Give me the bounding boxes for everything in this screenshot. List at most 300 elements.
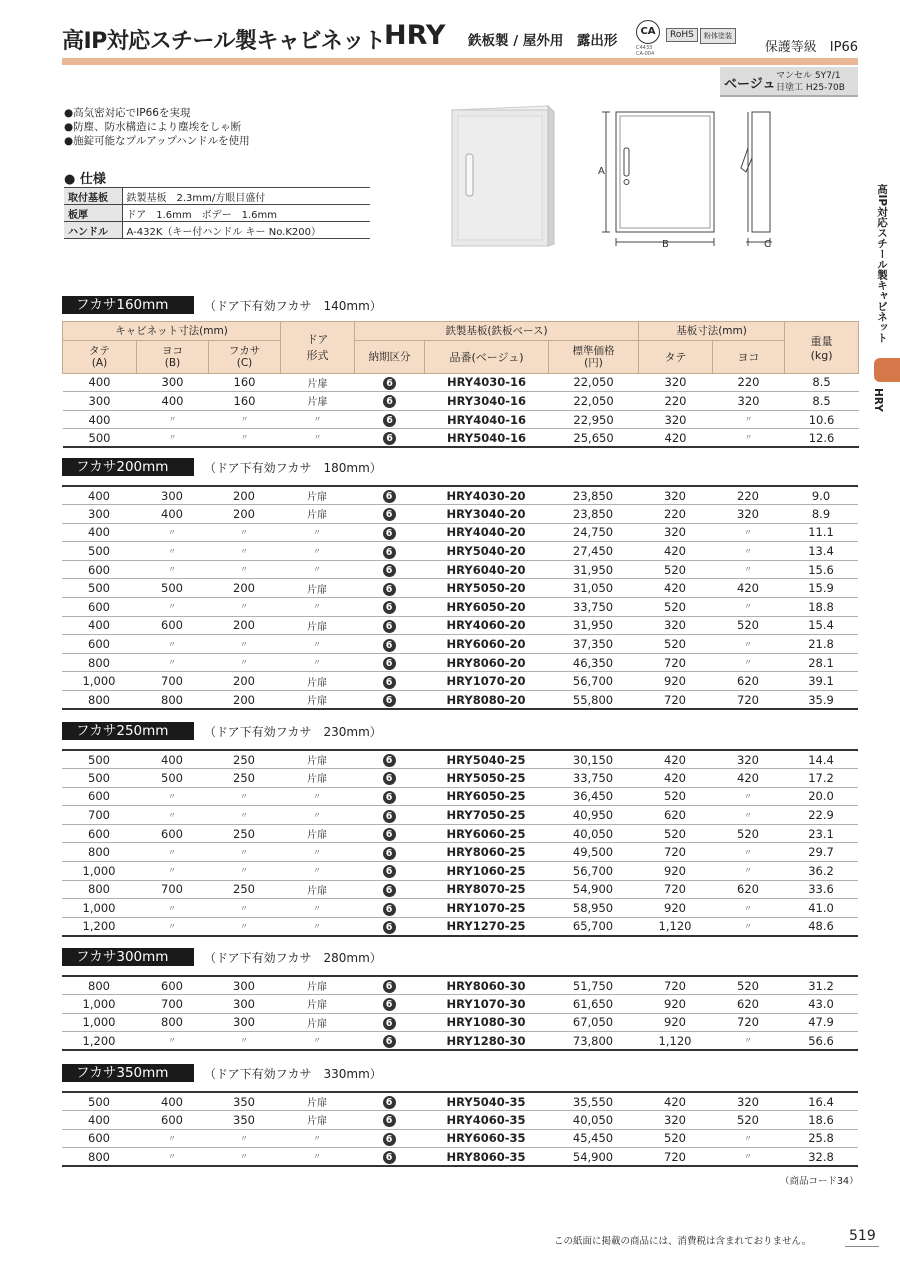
cell-price: 40,050 [548,1111,638,1130]
cell-door-type: 〃 [281,410,355,429]
cell-weight: 41.0 [784,899,858,918]
product-table [62,975,858,1051]
product-table [62,1091,858,1167]
cell-door-type: 〃 [280,917,354,936]
dim-label-c: C [764,239,771,250]
cell-plate-yoko: 〃 [712,523,784,542]
cell-fukasa: 200 [208,691,280,710]
cell-price: 31,950 [548,616,638,635]
cell-yoko: 700 [136,672,208,691]
cell-plate-tate: 720 [638,653,712,672]
cell-plate-tate: 320 [638,486,712,505]
cell-plate-tate: 420 [638,1092,712,1111]
delivery-class-icon: 6 [383,847,396,860]
cell-part-number: HRY4060-35 [424,1111,548,1130]
cell-plate-yoko: 〃 [712,806,784,825]
cell-plate-yoko: 620 [712,995,784,1014]
cell-door-type: 〃 [280,899,354,918]
cell-plate-tate: 720 [638,691,712,710]
cell-tate: 500 [62,542,136,561]
cell-yoko: 〃 [136,653,208,672]
cell-delivery [354,560,424,579]
cell-plate-tate: 320 [638,1111,712,1130]
page-title: 高IP対応スチール製キャビネット [62,29,386,54]
cell-price: 51,750 [548,976,638,995]
cell-yoko: 〃 [136,806,208,825]
cell-tate: 800 [62,653,136,672]
cell-fukasa: 〃 [208,560,280,579]
cell-fukasa: 〃 [208,635,280,654]
cell-delivery [354,598,424,617]
cell-yoko: 700 [136,880,208,899]
cell-door-type: 片扉 [280,995,354,1014]
cell-price: 73,800 [548,1032,638,1051]
table-row [62,523,858,542]
cell-door-type: 片扉 [280,505,354,524]
section-note: （ドア下有効フカサ 280mm） [204,951,382,965]
delivery-class-icon: 6 [383,564,396,577]
cell-delivery [355,429,425,448]
cell-plate-yoko: 720 [712,1013,784,1032]
cell-price: 24,750 [548,523,638,542]
cell-tate: 1,000 [62,862,136,881]
table-row [63,429,859,448]
cell-weight: 15.9 [784,579,858,598]
dim-label-a: A [598,166,605,177]
cell-part-number: HRY5040-25 [424,750,548,769]
spec-row: ハンドル A-432K（キー付ハンドル キー No.K200） [64,222,370,239]
cell-part-number: HRY7050-25 [424,806,548,825]
cell-plate-yoko: 520 [712,976,784,995]
page-subtitle: 鉄板製 / 屋外用 露出形 [468,33,618,49]
cell-fukasa: 〃 [208,806,280,825]
table-row [62,769,858,788]
delivery-class-icon: 6 [383,865,396,878]
cell-price: 27,450 [548,542,638,561]
cell-delivery [354,579,424,598]
cell-plate-tate: 420 [639,429,713,448]
cell-fukasa: 350 [208,1111,280,1130]
cell-yoko: 〃 [136,843,208,862]
cell-part-number: HRY8060-30 [424,976,548,995]
cell-yoko: 400 [136,750,208,769]
cell-door-type: 〃 [280,1148,354,1167]
side-tab-title: 高IP対応スチール製キャビネット [876,184,888,343]
cell-plate-tate: 420 [638,750,712,769]
cell-delivery [354,542,424,561]
cell-door-type: 〃 [280,653,354,672]
cell-plate-yoko: 520 [712,1111,784,1130]
cell-yoko: 〃 [137,410,209,429]
cell-part-number: HRY1060-25 [424,862,548,881]
delivery-class-icon: 6 [383,601,396,614]
cell-plate-yoko: 420 [712,769,784,788]
cell-yoko: 〃 [136,1129,208,1148]
cell-delivery [354,1129,424,1148]
cell-tate: 500 [62,579,136,598]
cell-fukasa: 〃 [208,598,280,617]
cell-yoko: 400 [136,1092,208,1111]
cell-weight: 9.0 [784,486,858,505]
cell-delivery [354,976,424,995]
cell-weight: 11.1 [784,523,858,542]
cell-delivery [354,862,424,881]
cell-fukasa: 〃 [208,917,280,936]
cell-weight: 15.6 [784,560,858,579]
cell-delivery [354,505,424,524]
cell-plate-yoko: 320 [712,750,784,769]
feature-item: ●施錠可能なプルアップハンドルを使用 [64,135,250,147]
cell-plate-yoko: 320 [713,392,785,411]
cell-plate-tate: 920 [638,1013,712,1032]
cell-weight: 43.0 [784,995,858,1014]
cell-delivery [354,635,424,654]
table-row [62,1111,858,1130]
page-header [62,20,858,58]
table-row [62,976,858,995]
color-spec-box [720,67,858,97]
cell-plate-yoko: 320 [712,505,784,524]
cell-part-number: HRY1080-30 [424,1013,548,1032]
cell-weight: 23.1 [784,824,858,843]
section-note: （ドア下有効フカサ 140mm） [204,299,382,313]
cell-plate-tate: 620 [638,806,712,825]
cell-delivery [354,523,424,542]
cell-part-number: HRY5040-16 [425,429,549,448]
cell-part-number: HRY6060-20 [424,635,548,654]
cell-fukasa: 200 [208,505,280,524]
cell-plate-tate: 220 [639,392,713,411]
cell-yoko: 500 [136,769,208,788]
cell-fukasa: 〃 [208,862,280,881]
cell-plate-tate: 720 [638,843,712,862]
cell-plate-tate: 920 [638,899,712,918]
cell-yoko: 〃 [136,560,208,579]
cell-part-number: HRY1280-30 [424,1032,548,1051]
spec-row: 板厚 ドア 1.6mm ボデー 1.6mm [64,205,370,222]
cell-weight: 39.1 [784,672,858,691]
cell-weight: 8.5 [785,373,859,392]
cell-part-number: HRY4030-20 [424,486,548,505]
cell-plate-yoko: 520 [712,824,784,843]
cell-delivery [355,373,425,392]
cell-yoko: 400 [136,505,208,524]
delivery-class-icon: 6 [383,694,396,707]
cell-door-type: 〃 [280,862,354,881]
cell-delivery [354,486,424,505]
cell-yoko: 500 [136,579,208,598]
cell-door-type: 〃 [280,787,354,806]
cell-price: 30,150 [548,750,638,769]
cell-plate-yoko: 620 [712,880,784,899]
cell-price: 67,050 [548,1013,638,1032]
cell-door-type: 〃 [280,635,354,654]
cell-door-type: 片扉 [280,579,354,598]
cell-delivery [354,1111,424,1130]
table-row [63,373,859,392]
cell-delivery [354,672,424,691]
cell-delivery [355,410,425,429]
cell-part-number: HRY8060-20 [424,653,548,672]
cell-delivery [354,653,424,672]
cell-tate: 500 [62,769,136,788]
table-row [62,635,858,654]
cell-plate-tate: 520 [638,560,712,579]
section-label: フカサ200mm [62,458,194,476]
cell-fukasa: 〃 [208,542,280,561]
cell-plate-yoko: 〃 [712,862,784,881]
cell-delivery [354,843,424,862]
cell-yoko: 〃 [136,635,208,654]
side-tab-model: HRY [872,388,884,412]
table-row [62,750,858,769]
cell-weight: 28.1 [784,653,858,672]
cell-price: 31,950 [548,560,638,579]
cell-plate-tate: 920 [638,995,712,1014]
feature-list [64,106,250,148]
cell-part-number: HRY6050-25 [424,787,548,806]
cell-weight: 25.8 [784,1129,858,1148]
cell-fukasa: 350 [208,1092,280,1111]
cell-part-number: HRY1270-25 [424,917,548,936]
cell-plate-tate: 520 [638,1129,712,1148]
cell-tate: 600 [62,1129,136,1148]
cell-plate-yoko: 420 [712,579,784,598]
cell-tate: 600 [62,787,136,806]
protection-grade: 保護等級 IP66 [764,40,858,55]
cell-tate: 1,000 [62,899,136,918]
product-code: （商品コード34） [780,1176,859,1187]
cell-fukasa: 〃 [208,523,280,542]
cell-door-type: 片扉 [280,672,354,691]
cell-plate-yoko: 〃 [713,429,785,448]
cell-weight: 36.2 [784,862,858,881]
delivery-class-icon: 6 [383,1133,396,1146]
cell-part-number: HRY4030-16 [425,373,549,392]
cell-weight: 48.6 [784,917,858,936]
header-rule [62,58,858,65]
delivery-class-icon: 6 [383,998,396,1011]
cell-weight: 31.2 [784,976,858,995]
cell-tate: 400 [62,1111,136,1130]
cell-weight: 12.6 [785,429,859,448]
cell-part-number: HRY8070-25 [424,880,548,899]
cell-price: 33,750 [548,769,638,788]
delivery-class-icon: 6 [383,1017,396,1030]
cell-yoko: 800 [136,691,208,710]
cell-tate: 1,000 [62,1013,136,1032]
cell-fukasa: 250 [208,824,280,843]
cell-delivery [354,691,424,710]
cell-plate-tate: 720 [638,880,712,899]
cell-price: 22,950 [549,410,639,429]
cell-price: 45,450 [548,1129,638,1148]
cell-tate: 700 [62,806,136,825]
cell-fukasa: 160 [209,373,281,392]
cell-weight: 20.0 [784,787,858,806]
cell-price: 36,450 [548,787,638,806]
cell-door-type: 〃 [280,598,354,617]
cell-weight: 18.8 [784,598,858,617]
cell-door-type: 片扉 [280,486,354,505]
cell-tate: 400 [63,410,137,429]
table-row [62,672,858,691]
cell-fukasa: 〃 [208,843,280,862]
cell-door-type: 〃 [280,1129,354,1148]
cell-yoko: 300 [136,486,208,505]
cell-tate: 600 [62,598,136,617]
cell-plate-yoko: 〃 [712,843,784,862]
table-row [62,560,858,579]
cell-price: 49,500 [548,843,638,862]
table-row [63,410,859,429]
cell-tate: 400 [62,616,136,635]
product-table [62,749,858,937]
cell-yoko: 〃 [136,542,208,561]
cell-weight: 14.4 [784,750,858,769]
cell-yoko: 600 [136,976,208,995]
cell-delivery [354,995,424,1014]
cell-part-number: HRY8060-25 [424,843,548,862]
cell-plate-tate: 420 [638,769,712,788]
cell-plate-tate: 920 [638,862,712,881]
section-label: フカサ300mm [62,948,194,966]
cell-price: 35,550 [548,1092,638,1111]
cell-plate-yoko: 〃 [712,635,784,654]
cell-price: 25,650 [549,429,639,448]
cell-price: 23,850 [548,505,638,524]
delivery-class-icon: 6 [383,508,396,521]
cell-tate: 300 [62,505,136,524]
cell-door-type: 〃 [280,1032,354,1051]
cell-fukasa: 200 [208,486,280,505]
cell-weight: 8.9 [784,505,858,524]
delivery-class-icon: 6 [383,527,396,540]
delivery-class-icon: 6 [383,432,396,445]
cell-part-number: HRY3040-20 [424,505,548,524]
delivery-class-icon: 6 [383,1151,396,1164]
cell-door-type: 片扉 [280,824,354,843]
delivery-class-icon: 6 [383,1096,396,1109]
table-row [62,505,858,524]
delivery-class-icon: 6 [383,791,396,804]
cell-yoko: 〃 [137,429,209,448]
table-row [62,917,858,936]
cell-plate-yoko: 520 [712,616,784,635]
cell-tate: 600 [62,560,136,579]
cell-tate: 400 [62,486,136,505]
cell-door-type: 片扉 [280,880,354,899]
cell-plate-tate: 1,120 [638,917,712,936]
delivery-class-icon: 6 [383,980,396,993]
cell-price: 37,350 [548,635,638,654]
cell-price: 58,950 [548,899,638,918]
cell-door-type: 片扉 [280,976,354,995]
table-row [62,486,858,505]
cell-delivery [354,1148,424,1167]
powder-coating-badge: 粉体塗装 [700,28,736,44]
cell-part-number: HRY3040-16 [425,392,549,411]
delivery-class-icon: 6 [383,903,396,916]
cell-plate-yoko: 〃 [712,560,784,579]
delivery-class-icon: 6 [383,639,396,652]
cell-weight: 22.9 [784,806,858,825]
cell-price: 22,050 [549,392,639,411]
delivery-class-icon: 6 [383,546,396,559]
table-row [62,542,858,561]
cell-delivery [354,769,424,788]
delivery-class-icon: 6 [383,620,396,633]
cell-tate: 800 [62,691,136,710]
cell-yoko: 600 [136,616,208,635]
cell-weight: 35.9 [784,691,858,710]
cell-fukasa: 〃 [208,1032,280,1051]
cell-part-number: HRY8080-20 [424,691,548,710]
delivery-class-icon: 6 [383,1114,396,1127]
cell-part-number: HRY1070-20 [424,672,548,691]
cell-delivery [354,750,424,769]
cell-door-type: 片扉 [280,1111,354,1130]
side-tab-marker [874,358,900,382]
cell-part-number: HRY5040-35 [424,1092,548,1111]
cell-plate-tate: 420 [638,579,712,598]
cell-weight: 29.7 [784,843,858,862]
cell-part-number: HRY6040-20 [424,560,548,579]
cell-delivery [354,1032,424,1051]
cell-plate-yoko: 〃 [712,1129,784,1148]
cell-yoko: 700 [136,995,208,1014]
delivery-class-icon: 6 [383,583,396,596]
rohs-badge: RoHS [666,28,698,42]
cell-part-number: HRY6060-25 [424,824,548,843]
spec-heading: ● 仕様 [64,172,106,187]
cell-fukasa: 200 [208,672,280,691]
cell-price: 54,900 [548,1148,638,1167]
table-header: キャビネット寸法(mm) ドア 形式 鉄製基板(鉄板ベース) 基板寸法(mm) 重量 (kg) タテ (A) ヨコ (B) フカサ (C) 納期区分 品番(ベージュ) 標準価格 (円) タテ ヨコ [63,322,859,374]
cell-yoko: 600 [136,1111,208,1130]
cell-plate-yoko: 〃 [712,1148,784,1167]
delivery-class-icon: 6 [383,772,396,785]
delivery-class-icon: 6 [383,490,396,503]
cell-door-type: 片扉 [280,1013,354,1032]
table-row [62,1032,858,1051]
cell-plate-yoko: 〃 [713,410,785,429]
cell-plate-tate: 320 [638,523,712,542]
feature-item: ●防塵、防水構造により塵埃をしゃ断 [64,121,242,133]
cell-price: 61,650 [548,995,638,1014]
cell-tate: 600 [62,824,136,843]
table-row [62,862,858,881]
table-row [62,579,858,598]
cell-part-number: HRY4040-20 [424,523,548,542]
cell-plate-yoko: 〃 [712,899,784,918]
delivery-class-icon: 6 [383,828,396,841]
cell-delivery [354,616,424,635]
cell-weight: 16.4 [784,1092,858,1111]
cell-yoko: 〃 [136,1032,208,1051]
cell-door-type: 〃 [280,523,354,542]
table-row [62,1148,858,1167]
cell-delivery [354,1013,424,1032]
cell-part-number: HRY4040-16 [425,410,549,429]
cell-price: 40,050 [548,824,638,843]
cell-yoko: 〃 [136,598,208,617]
cell-door-type: 〃 [280,843,354,862]
delivery-class-icon: 6 [383,754,396,767]
table-row [62,598,858,617]
cell-door-type: 片扉 [280,1092,354,1111]
cell-tate: 600 [62,635,136,654]
